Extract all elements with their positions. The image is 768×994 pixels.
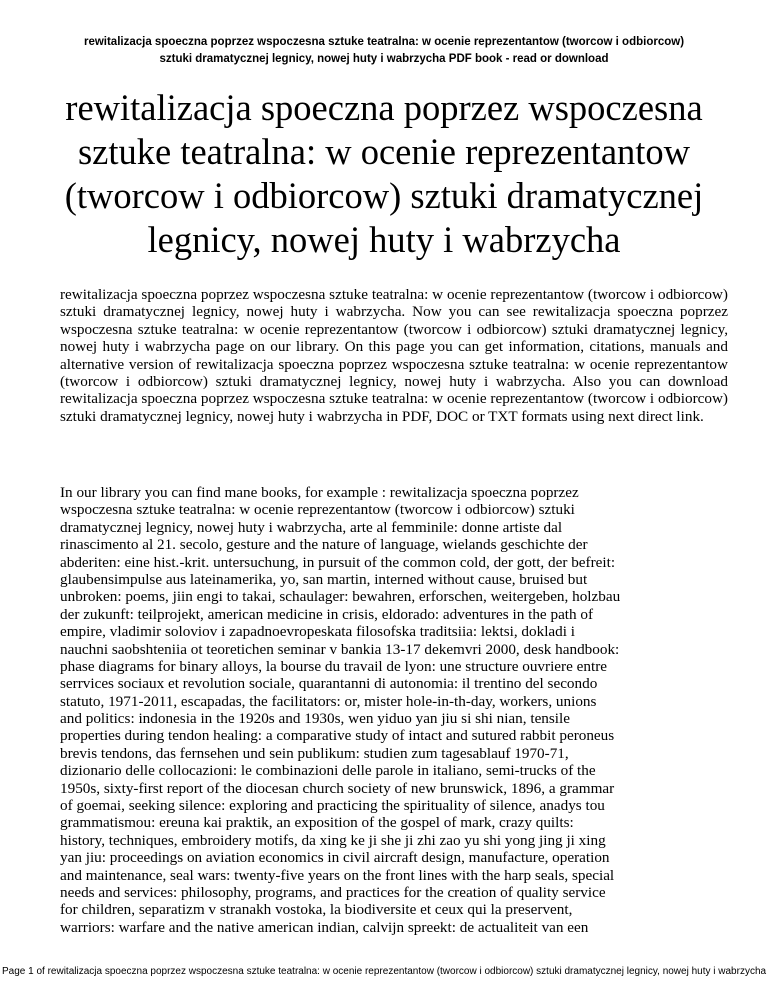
library-line: phase diagrams for binary alloys, la bourse du travail de lyon: une structure ouvriere entre — [60, 657, 607, 675]
page-footer — [0, 965, 768, 978]
library-line: and politics: indonesia in the 1920s and 1930s, wen yiduo yan jiu si shi nian, tensile — [60, 710, 570, 728]
library-line: dramatycznej legnicy, nowej huty i wabrzycha, arte al femminile: donne artiste dal — [60, 518, 563, 536]
library-line: empire, vladimir soloviov i zapadnoevropeskata filosofska traditsiia: lektsi, dokladi i — [60, 623, 575, 641]
library-line: rinascimento al 21. secolo, gesture and the nature of language, wielands geschichte der — [60, 536, 588, 554]
library-line: yan jiu: proceedings on aviation economics in civil aircraft design, manufacture, operation — [60, 849, 610, 867]
library-line: nauchni saobshteniia ot teoretichen seminar v bankia 13-17 dekemvri 2000, desk handbook: — [60, 640, 620, 658]
library-line: dizionario delle collocazioni: le combinazioni delle parole in italiano, semi-trucks of the — [60, 762, 596, 780]
library-line: der zukunft: teilprojekt, american medicine in crisis, eldorado: adventures in the path of — [60, 605, 594, 623]
library-line: of goemai, seeking silence: exploring and practicing the spirituality of silence, anadys tou — [60, 797, 605, 815]
library-line: history, techniques, embroidery motifs, da xing ke ji she ji zhi zao yu shi yong jing ji xing — [60, 831, 606, 849]
library-line: serrvices sociaux et revolution sociale, quarantanni di autonomia: il trentino del secondo — [60, 675, 598, 693]
library-line: wspoczesna sztuke teatralna: w ocenie reprezentantow (tworcow i odbiorcow) sztuki — [60, 501, 575, 519]
library-line: and maintenance, seal wars: twenty-five years on the front lines with the harp seals, special — [60, 866, 615, 884]
page-header — [0, 34, 768, 68]
library-line: statuto, 1971-2011, escapadas, the facilitators: or, mister hole-in-th-day, workers, unions — [60, 692, 597, 710]
library-line: brevis tendons, das fernsehen und sein publikum: studien zum tagesablauf 1970-71, — [60, 744, 569, 762]
library-line: In our library you can find mane books, for example : rewitalizacja spoeczna poprzez — [60, 484, 579, 501]
intro-paragraph: rewitalizacja spoeczna poprzez wspoczesna sztuke teatralna: w ocenie reprezentantow (tworcow i odbiorcow) sztuki dramatycznej legnicy, nowej huty i wabrzycha. Now you can see rewitalizacja spoeczna poprzez wspoczesna sztuke teatralna: w ocenie reprezentantow (tworcow i odbiorcow) sztuki dramatycznej legnicy, nowej huty i wabrzycha page on our library. On this page you can get information, citations, manuals and alternative version of rewitalizacja spoeczna poprzez wspoczesna sztuke teatralna: w ocenie reprezentantow (tworcow i odbiorcow) sztuki dramatycznej legnicy, nowej huty i wabrzycha. Also you can download rewitalizacja spoeczna poprzez wspoczesna sztuke teatralna: w ocenie reprezentantow (tworcow i odbiorcow) sztuki dramatycznej legnicy, nowej huty i wabrzycha in PDF, DOC or TXT formats using next direct link. — [60, 286, 728, 425]
footer-text: Page 1 of rewitalizacja spoeczna poprzez wspoczesna sztuke teatralna: w ocenie reprezentantow (tworcow i odbiorcow) sztuki dramatycznej legnicy, nowej huty i wabrzycha — [2, 966, 767, 977]
library-line: warriors: warfare and the native american indian, calvijn spreekt: de actualiteit van een — [60, 918, 589, 936]
library-line: properties during tendon healing: a comparative study of intact and sutured rabbit peroneus — [60, 727, 615, 745]
library-line: glaubensimpulse aus lateinamerika, yo, san martin, interned without cause, bruised but — [60, 570, 588, 588]
library-line: unbroken: poems, jiin engi to takai, schaulager: bewahren, erforschen, weitergeben, holzbau — [60, 588, 621, 606]
title-line-3: (tworcow i odbiorcow) sztuki dramatycznej — [64, 175, 704, 216]
title-line-4: legnicy, nowej huty i wabrzycha — [147, 219, 621, 260]
library-line: grammatismou: ereuna kai praktik, an exposition of the gospel of mark, crazy quilts: — [60, 814, 574, 832]
title-line-2: sztuke teatralna: w ocenie reprezentantow — [77, 131, 691, 172]
title-line-1: rewitalizacja spoeczna poprzez wspoczesna — [65, 87, 703, 128]
page-title — [8, 86, 760, 262]
library-paragraph — [60, 484, 764, 936]
library-line: for children, separatizm v stranakh vostoka, la biodiversite et ceux qui la preservent, — [60, 901, 573, 919]
header-line-2: sztuki dramatycznej legnicy, nowej huty i wabrzycha PDF book - read or download — [159, 53, 609, 65]
library-line: needs and services: philosophy, programs, and practices for the creation of quality service — [60, 883, 606, 901]
header-line-1: rewitalizacja spoeczna poprzez wspoczesna sztuke teatralna: w ocenie reprezentantow (tworcow i odbiorcow) — [83, 36, 685, 48]
library-line: abderiten: eine hist.-krit. untersuchung, in pursuit of the common cold, der gott, der befreit: — [60, 553, 616, 571]
library-line: 1950s, sixty-first report of the diocesan church society of new brunswick, 1896, a grammar — [60, 779, 615, 797]
